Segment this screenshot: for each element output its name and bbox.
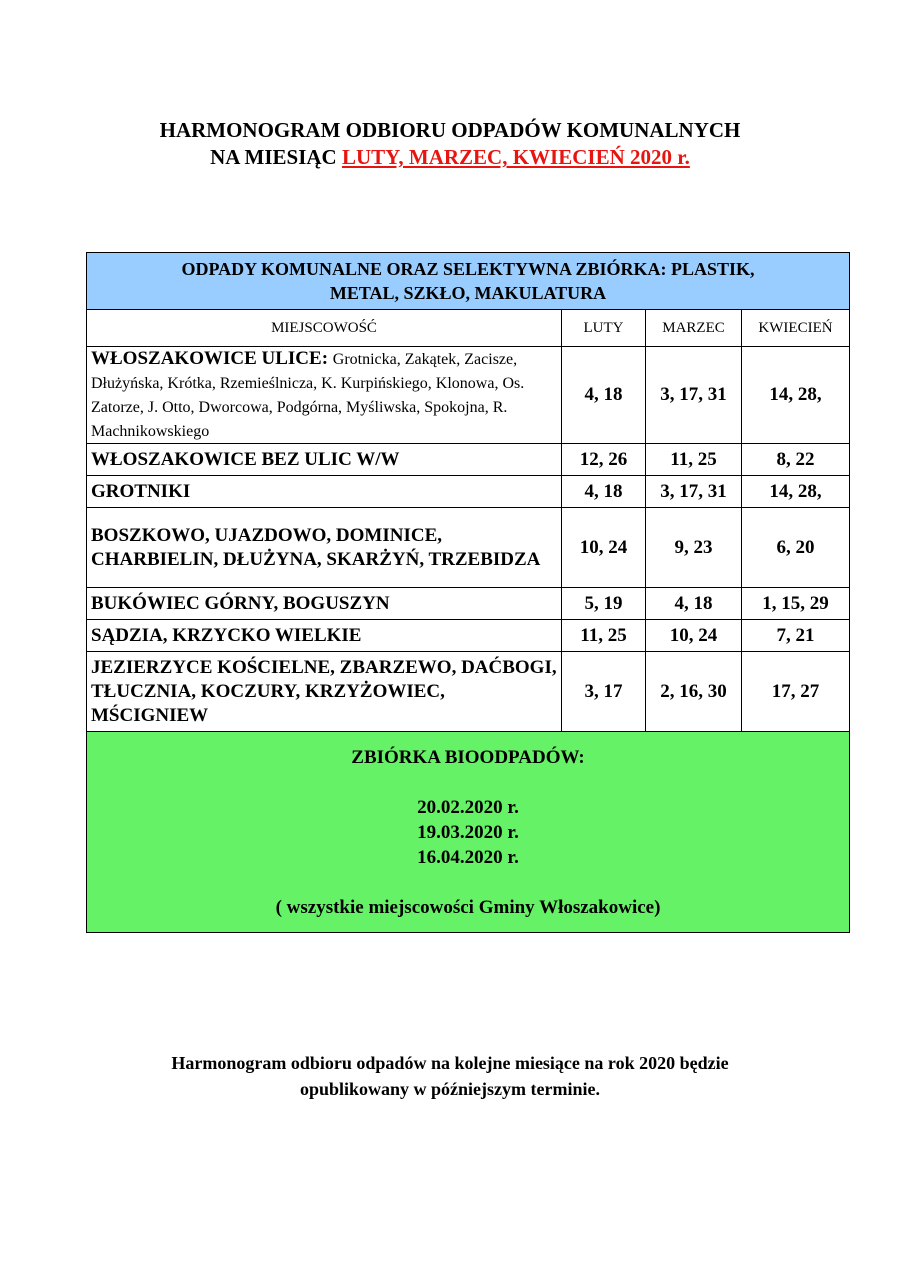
table-row bbox=[87, 444, 850, 476]
place-cell: SĄDZIA, KRZYCKO WIELKIE bbox=[87, 620, 562, 652]
bio-date: 20.02.2020 r. bbox=[417, 796, 519, 818]
place-name: WŁOSZAKOWICE ULICE: bbox=[91, 348, 329, 369]
bio-waste-note: ( wszystkie miejscowości Gminy Włoszakowice) bbox=[275, 896, 661, 918]
bio-date: 16.04.2020 r. bbox=[417, 846, 519, 868]
column-header-luty: LUTY bbox=[562, 310, 646, 347]
luty-dates: 11, 25 bbox=[562, 620, 646, 652]
kwiecien-dates: 1, 15, 29 bbox=[742, 588, 850, 620]
footer-line-1: Harmonogram odbioru odpadów na kolejne miesiące na rok 2020 będzie bbox=[171, 1053, 729, 1073]
kwiecien-dates: 6, 20 bbox=[742, 508, 850, 588]
section-header-line-1: ODPADY KOMUNALNE ORAZ SELEKTYWNA ZBIÓRKA: PLASTIK, bbox=[181, 259, 755, 279]
table-row bbox=[87, 508, 850, 588]
table-row bbox=[87, 620, 850, 652]
place-cell: BOSZKOWO, UJAZDOWO, DOMINICE, CHARBIELIN, DŁUŻYNA, SKARŻYŃ, TRZEBIDZA bbox=[87, 508, 562, 588]
footer-line-2: opublikowany w późniejszym terminie. bbox=[299, 1079, 600, 1099]
table-row bbox=[87, 588, 850, 620]
marzec-dates: 3, 17, 31 bbox=[646, 347, 742, 444]
table-row bbox=[87, 652, 850, 732]
title-line-1: HARMONOGRAM ODBIORU ODPADÓW KOMUNALNYCH bbox=[159, 118, 741, 142]
kwiecien-dates: 14, 28, bbox=[742, 347, 850, 444]
kwiecien-dates: 8, 22 bbox=[742, 444, 850, 476]
document-title bbox=[0, 117, 900, 171]
place-cell: JEZIERZYCE KOŚCIELNE, ZBARZEWO, DAĆBOGI, TŁUCZNIA, KOCZURY, KRZYŻOWIEC, MŚCIGNIEW bbox=[87, 652, 562, 732]
collection-schedule-table bbox=[86, 252, 850, 933]
luty-dates: 10, 24 bbox=[562, 508, 646, 588]
title-months-highlight: LUTY, MARZEC, KWIECIEŃ 2020 r. bbox=[341, 145, 690, 169]
column-header-row bbox=[87, 310, 850, 347]
luty-dates: 4, 18 bbox=[562, 347, 646, 444]
section-header bbox=[87, 253, 850, 310]
bio-waste-row bbox=[87, 732, 850, 933]
footer-note bbox=[0, 1050, 900, 1102]
table-row bbox=[87, 476, 850, 508]
place-cell: GROTNIKI bbox=[87, 476, 562, 508]
spacer bbox=[91, 870, 845, 895]
marzec-dates: 2, 16, 30 bbox=[646, 652, 742, 732]
marzec-dates: 3, 17, 31 bbox=[646, 476, 742, 508]
place-cell bbox=[87, 347, 562, 444]
luty-dates: 5, 19 bbox=[562, 588, 646, 620]
section-header-row bbox=[87, 253, 850, 310]
column-header-marzec: MARZEC bbox=[646, 310, 742, 347]
place-cell: WŁOSZAKOWICE BEZ ULIC W/W bbox=[87, 444, 562, 476]
marzec-dates: 4, 18 bbox=[646, 588, 742, 620]
luty-dates: 4, 18 bbox=[562, 476, 646, 508]
title-line-2-prefix: NA MIESIĄC bbox=[210, 145, 342, 169]
marzec-dates: 10, 24 bbox=[646, 620, 742, 652]
title-line-2 bbox=[0, 144, 900, 171]
spacer bbox=[91, 770, 845, 795]
bio-date: 19.03.2020 r. bbox=[417, 821, 519, 843]
column-header-place: MIEJSCOWOŚĆ bbox=[87, 310, 562, 347]
kwiecien-dates: 7, 21 bbox=[742, 620, 850, 652]
street-list: Grotnicka, Zakątek, Zacisze, Dłużyńska, Krótka, Rzemieślnicza, K. Kurpińskiego, Klonowa, Os. Zatorze, J. Otto, Dworcowa, Podgórna, Myśliwska, Spokojna, R. Machnikowskiego bbox=[91, 351, 525, 440]
section-header-line-2: METAL, SZKŁO, MAKULATURA bbox=[329, 283, 607, 303]
marzec-dates: 11, 25 bbox=[646, 444, 742, 476]
kwiecien-dates: 17, 27 bbox=[742, 652, 850, 732]
column-header-kwiecien: KWIECIEŃ bbox=[742, 310, 850, 347]
table-row bbox=[87, 347, 850, 444]
bio-waste-heading: ZBIÓRKA BIOODPADÓW: bbox=[351, 746, 585, 768]
kwiecien-dates: 14, 28, bbox=[742, 476, 850, 508]
luty-dates: 12, 26 bbox=[562, 444, 646, 476]
bio-waste-section bbox=[87, 732, 850, 933]
luty-dates: 3, 17 bbox=[562, 652, 646, 732]
marzec-dates: 9, 23 bbox=[646, 508, 742, 588]
place-cell: BUKÓWIEC GÓRNY, BOGUSZYN bbox=[87, 588, 562, 620]
